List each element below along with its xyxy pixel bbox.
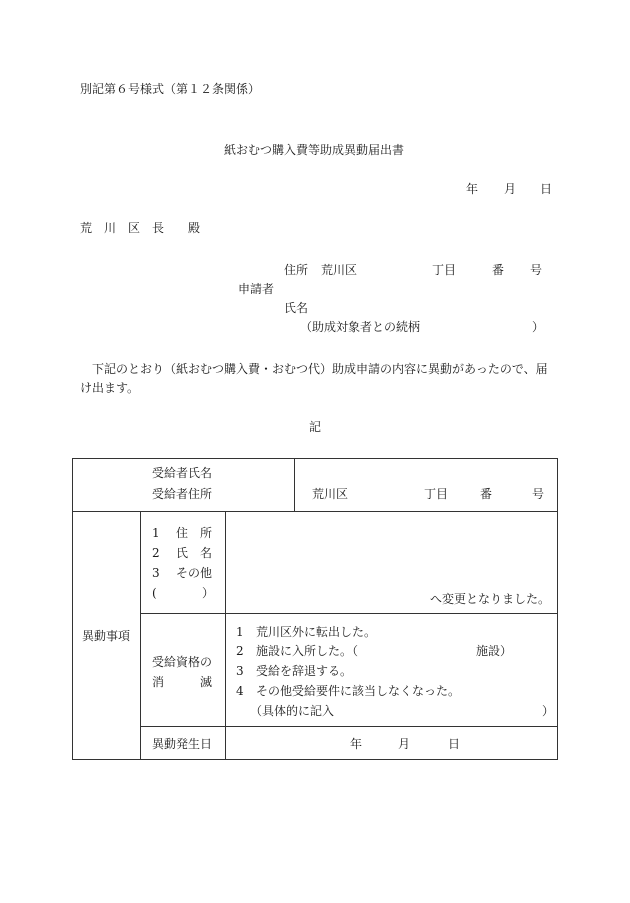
change-option-num: 3 bbox=[152, 566, 160, 580]
changed-suffix: へ変更となりました。 bbox=[430, 592, 551, 606]
ki-heading: 記 bbox=[309, 420, 322, 434]
applicant-ban: 番 bbox=[492, 263, 505, 277]
change-option-num: 1 bbox=[152, 526, 160, 540]
occurred-month: 月 bbox=[398, 737, 411, 751]
occurred-date-label: 異動発生日 bbox=[152, 737, 213, 751]
addressee-char: 区 bbox=[128, 221, 141, 235]
loss-reason-text: 受給を辞退する。 bbox=[256, 664, 353, 678]
specific-detail-close: ） bbox=[542, 704, 555, 718]
recipient-address-label: 受給者住所 bbox=[152, 487, 213, 501]
relation-label: （助成対象者との続柄 bbox=[300, 320, 421, 334]
change-option-text: 氏 名 bbox=[176, 546, 213, 560]
applicant-go: 号 bbox=[530, 263, 543, 277]
date-day-label: 日 bbox=[540, 182, 553, 196]
recipient-chome: 丁目 bbox=[424, 487, 449, 501]
change-items-label: 異動事項 bbox=[82, 629, 131, 643]
change-option-num: ( bbox=[152, 586, 157, 600]
loss-label-line2: 消 滅 bbox=[152, 675, 213, 689]
loss-reason-num: 2 bbox=[236, 644, 244, 658]
loss-reason-text: その他受給要件に該当しなくなった。 bbox=[256, 684, 461, 698]
loss-reason-text: 施設に入所した。（ bbox=[256, 644, 359, 658]
relation-close: ） bbox=[532, 320, 545, 334]
change-option-text: ） bbox=[166, 586, 215, 600]
loss-reason-num: 1 bbox=[236, 625, 244, 639]
loss-label-line1: 受給資格の bbox=[152, 655, 213, 669]
body-text-line2: け出ます。 bbox=[80, 381, 140, 395]
recipient-go: 号 bbox=[532, 487, 545, 501]
applicant-chome: 丁目 bbox=[432, 263, 457, 277]
recipient-ban: 番 bbox=[480, 487, 493, 501]
recipient-name-label: 受給者氏名 bbox=[152, 466, 213, 480]
specific-detail-open: （具体的に記入 bbox=[250, 704, 335, 718]
change-option-num: 2 bbox=[152, 546, 160, 560]
loss-reason-text: 荒川区外に転出した。 bbox=[256, 625, 377, 639]
occurred-year: 年 bbox=[350, 737, 363, 751]
change-option-text: その他 bbox=[176, 566, 213, 580]
change-option-text: 住 所 bbox=[176, 526, 213, 540]
facility-suffix: 施設） bbox=[476, 644, 513, 658]
date-month-label: 月 bbox=[504, 182, 517, 196]
body-text-line1: 下記のとおり（紙おむつ購入費・おむつ代）助成申請の内容に異動があったので、届 bbox=[92, 362, 548, 376]
loss-reason-num: 3 bbox=[236, 664, 244, 678]
applicant-city: 荒川区 bbox=[321, 263, 358, 277]
applicant-address-label: 住所 bbox=[284, 263, 309, 277]
occurred-day: 日 bbox=[448, 737, 461, 751]
recipient-city: 荒川区 bbox=[312, 487, 349, 501]
loss-reason-num: 4 bbox=[236, 684, 244, 698]
form-reference: 別記第６号様式（第１２条関係） bbox=[80, 82, 261, 96]
document-title: 紙おむつ購入費等助成異動届出書 bbox=[224, 143, 405, 157]
applicant-name-label: 氏名 bbox=[284, 301, 309, 315]
addressee-char: 長 bbox=[152, 221, 165, 235]
date-year-label: 年 bbox=[466, 182, 479, 196]
addressee-char: 荒 bbox=[80, 221, 93, 235]
addressee-char: 川 bbox=[104, 221, 117, 235]
addressee-char: 殿 bbox=[188, 221, 201, 235]
applicant-role: 申請者 bbox=[238, 282, 275, 296]
